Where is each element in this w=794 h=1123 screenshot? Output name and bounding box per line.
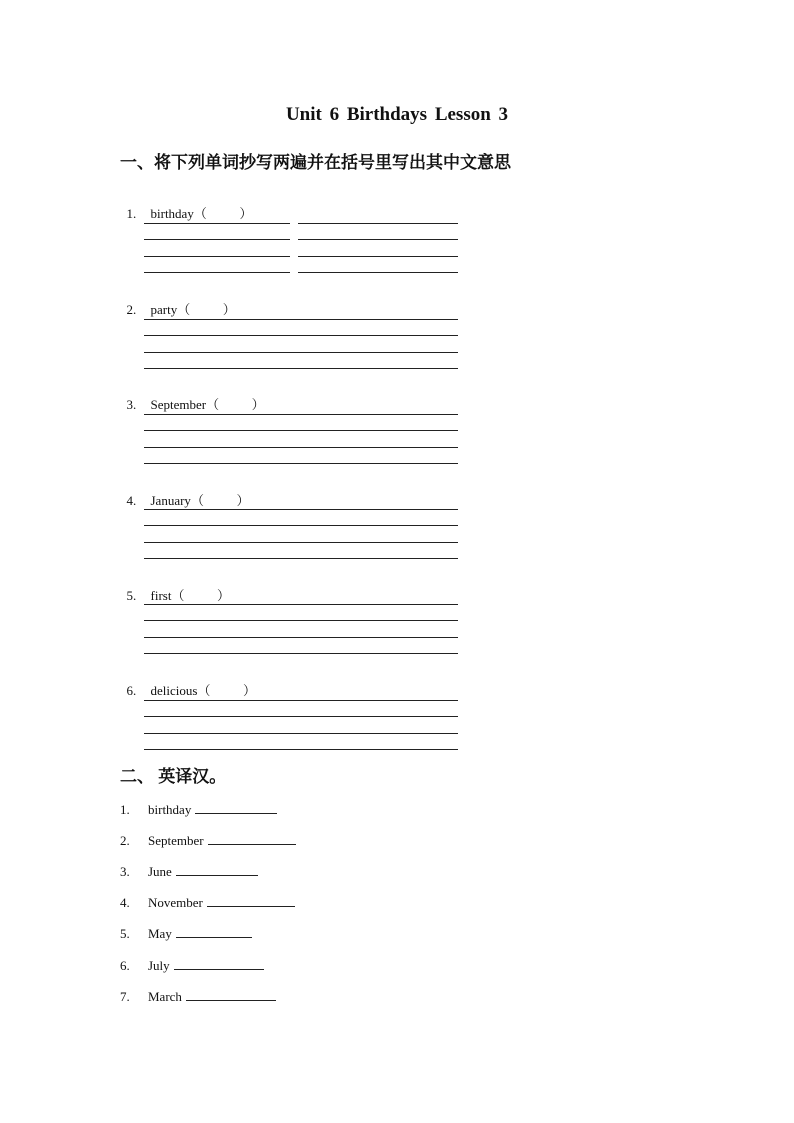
item-number: 1. [126,206,137,221]
item-paren[interactable]: （ ） [193,206,253,221]
writing-line[interactable] [144,542,458,543]
copy-item-5 [120,569,230,604]
item-number: 4. [120,895,130,910]
item-paren[interactable]: （ ） [206,397,265,412]
translate-item-6 [120,957,264,974]
translate-item-7 [120,988,276,1005]
answer-blank[interactable] [195,801,277,814]
answer-blank[interactable] [176,863,258,876]
item-word: May [148,926,172,941]
item-number: 5. [120,926,130,941]
writing-line[interactable] [144,430,458,431]
translate-item-4 [120,894,295,911]
writing-line[interactable] [144,604,458,605]
writing-line[interactable] [144,272,290,273]
section-1-heading: 一、将下列单词抄写两遍并在括号里写出其中文意思 [120,153,511,172]
copy-item-1 [120,187,252,222]
answer-blank[interactable] [207,894,295,907]
translate-item-2 [120,832,296,849]
writing-line[interactable] [298,223,458,224]
item-word: March [148,989,182,1004]
item-number: 6. [120,958,130,973]
translate-item-1 [120,801,277,818]
item-number: 2. [120,833,130,848]
writing-line[interactable] [144,749,458,750]
answer-blank[interactable] [174,957,264,970]
item-word: January [150,493,191,508]
item-word: first [150,588,172,603]
writing-line[interactable] [144,352,458,353]
item-word: party [150,302,178,317]
item-word: birthday [150,206,194,221]
item-paren[interactable]: （ ） [197,683,256,698]
writing-line[interactable] [144,525,458,526]
translate-item-3 [120,863,258,880]
item-word: July [148,958,170,973]
writing-line[interactable] [144,447,458,448]
item-word: September [150,397,207,412]
writing-line[interactable] [144,509,458,510]
writing-line[interactable] [144,223,290,224]
copy-item-3 [120,378,265,413]
writing-line[interactable] [144,463,458,464]
item-number: 4. [126,493,137,508]
item-paren[interactable]: （ ） [190,493,250,508]
writing-line[interactable] [144,716,458,717]
item-paren[interactable]: （ ） [177,302,236,317]
writing-line[interactable] [144,558,458,559]
page-title: Unit 6 Birthdays Lesson 3 [285,104,509,125]
section-2-heading: 二、 英译汉。 [120,767,227,786]
item-word: June [148,864,172,879]
item-word: September [148,833,204,848]
writing-line[interactable] [144,700,458,701]
writing-line[interactable] [144,335,458,336]
copy-item-4 [120,474,249,509]
answer-blank[interactable] [176,925,252,938]
copy-item-6 [120,664,256,699]
item-word: birthday [148,802,192,817]
item-word: November [148,895,203,910]
writing-line[interactable] [144,319,458,320]
translate-item-5 [120,925,252,942]
item-number: 6. [126,683,137,698]
writing-line[interactable] [144,368,458,369]
answer-blank[interactable] [186,988,276,1001]
item-number: 7. [120,989,130,1004]
writing-line[interactable] [144,637,458,638]
item-number: 5. [126,588,137,603]
answer-blank[interactable] [208,832,296,845]
item-number: 3. [120,864,130,879]
writing-line[interactable] [298,272,458,273]
writing-line[interactable] [144,733,458,734]
item-number: 3. [126,397,137,412]
writing-line[interactable] [144,414,458,415]
writing-line[interactable] [144,653,458,654]
writing-line[interactable] [298,239,458,240]
writing-line[interactable] [298,256,458,257]
writing-line[interactable] [144,256,290,257]
writing-line[interactable] [144,620,458,621]
item-number: 2. [126,302,137,317]
copy-item-2 [120,283,236,318]
item-paren[interactable]: （ ） [171,588,230,603]
item-number: 1. [120,802,130,817]
writing-line[interactable] [144,239,290,240]
item-word: delicious [150,683,198,698]
